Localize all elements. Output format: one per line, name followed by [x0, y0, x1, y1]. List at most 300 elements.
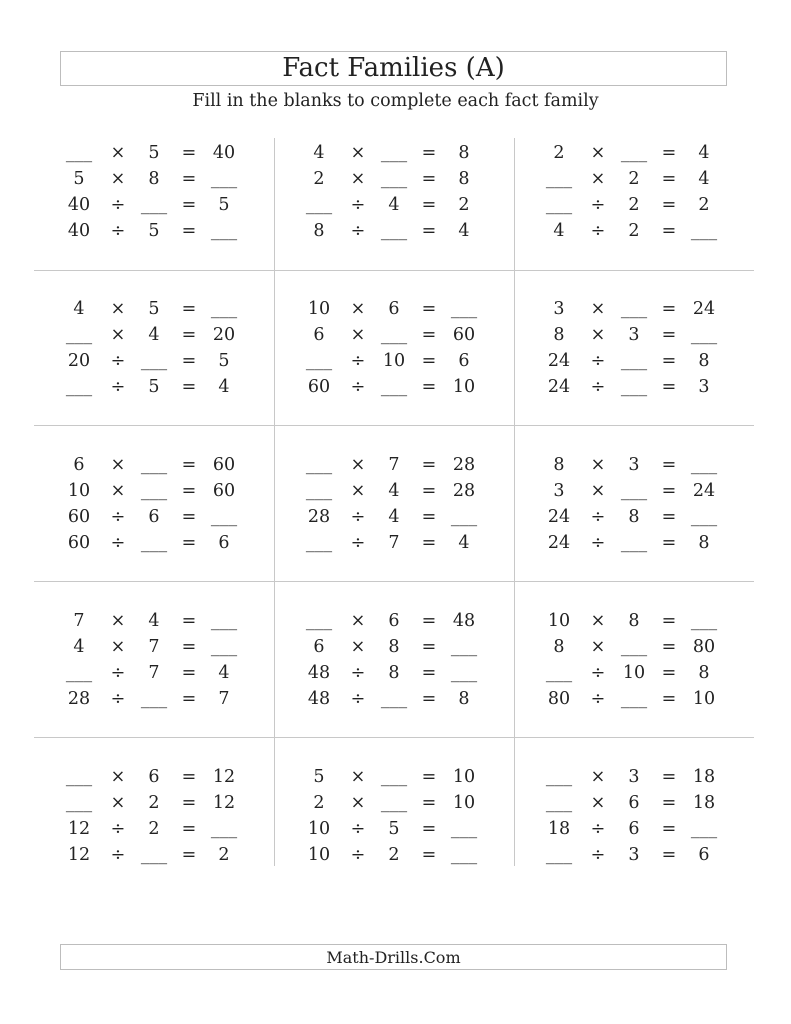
- operand-a: 8: [313, 221, 325, 241]
- operand-a: 40: [67, 195, 91, 215]
- answer-blank: ___: [450, 845, 478, 865]
- equals-sign: =: [421, 143, 437, 163]
- equation-line: [34, 686, 274, 712]
- answer-blank: ___: [380, 793, 408, 813]
- operand-a: 5: [73, 169, 85, 189]
- result-value: 18: [692, 793, 716, 813]
- equals-sign: =: [181, 299, 197, 319]
- equation-line: [514, 348, 754, 374]
- result-value: 4: [458, 221, 470, 241]
- answer-blank: ___: [380, 169, 408, 189]
- operand-a: 4: [73, 299, 85, 319]
- result-value: 6: [698, 845, 710, 865]
- operand-b: 4: [148, 325, 160, 345]
- equation-line: [274, 348, 514, 374]
- operand-b: 2: [628, 169, 640, 189]
- equation-line: [34, 634, 274, 660]
- operand-a: 10: [307, 299, 331, 319]
- operator-sign: ×: [350, 637, 366, 657]
- operand-b: 6: [628, 793, 640, 813]
- operand-b: 10: [622, 663, 646, 683]
- equals-sign: =: [181, 455, 197, 475]
- equation-line: [514, 452, 754, 478]
- answer-blank: ___: [620, 351, 648, 371]
- answer-blank: ___: [545, 169, 573, 189]
- operator-sign: ×: [350, 299, 366, 319]
- result-value: 4: [218, 663, 230, 683]
- equation-line: [34, 504, 274, 530]
- operator-sign: ×: [110, 481, 126, 501]
- operand-a: 7: [73, 611, 85, 631]
- fact-family-problem: [274, 764, 514, 894]
- footer-site-name: Math-Drills.Com: [60, 944, 727, 970]
- operator-sign: ×: [350, 611, 366, 631]
- equation-line: [514, 140, 754, 166]
- operand-b: 2: [148, 793, 160, 813]
- operator-sign: ×: [110, 637, 126, 657]
- answer-blank: ___: [690, 221, 718, 241]
- result-value: 4: [698, 143, 710, 163]
- answer-blank: ___: [690, 819, 718, 839]
- operator-sign: ×: [110, 325, 126, 345]
- equation-line: [34, 478, 274, 504]
- answer-blank: ___: [380, 767, 408, 787]
- equation-line: [274, 790, 514, 816]
- equation-line: [34, 452, 274, 478]
- equation-line: [514, 764, 754, 790]
- answer-blank: ___: [450, 637, 478, 657]
- equation-line: [274, 478, 514, 504]
- answer-blank: ___: [380, 689, 408, 709]
- operand-a: 8: [553, 637, 565, 657]
- equation-line: [514, 530, 754, 556]
- equation-line: [34, 348, 274, 374]
- answer-blank: ___: [450, 299, 478, 319]
- answer-blank: ___: [690, 325, 718, 345]
- answer-blank: ___: [305, 455, 333, 475]
- equals-sign: =: [661, 663, 677, 683]
- operand-a: 40: [67, 221, 91, 241]
- answer-blank: ___: [140, 195, 168, 215]
- equals-sign: =: [661, 169, 677, 189]
- result-value: 20: [212, 325, 236, 345]
- equation-line: [274, 140, 514, 166]
- equation-line: [274, 634, 514, 660]
- operator-sign: ÷: [110, 507, 126, 527]
- operand-a: 2: [313, 169, 325, 189]
- result-value: 4: [698, 169, 710, 189]
- equals-sign: =: [181, 845, 197, 865]
- equation-line: [34, 140, 274, 166]
- equation-line: [34, 374, 274, 400]
- equation-line: [34, 166, 274, 192]
- operand-b: 6: [628, 819, 640, 839]
- equation-line: [514, 842, 754, 868]
- operator-sign: ×: [590, 143, 606, 163]
- operand-b: 6: [388, 299, 400, 319]
- result-value: 40: [212, 143, 236, 163]
- equals-sign: =: [421, 689, 437, 709]
- answer-blank: ___: [65, 793, 93, 813]
- operand-a: 18: [547, 819, 571, 839]
- result-value: 4: [218, 377, 230, 397]
- answer-blank: ___: [690, 507, 718, 527]
- operator-sign: ÷: [590, 845, 606, 865]
- worksheet-title: Fact Families (A): [60, 51, 727, 86]
- fact-family-problem: [34, 140, 274, 270]
- fact-family-problem: [514, 296, 754, 426]
- operand-b: 4: [388, 195, 400, 215]
- result-value: 8: [458, 689, 470, 709]
- equals-sign: =: [421, 637, 437, 657]
- equals-sign: =: [181, 689, 197, 709]
- operand-b: 2: [148, 819, 160, 839]
- operand-b: 3: [628, 325, 640, 345]
- answer-blank: ___: [545, 195, 573, 215]
- operator-sign: ×: [590, 169, 606, 189]
- answer-blank: ___: [210, 221, 238, 241]
- equals-sign: =: [661, 507, 677, 527]
- operator-sign: ÷: [110, 195, 126, 215]
- answer-blank: ___: [305, 611, 333, 631]
- result-value: 28: [452, 481, 476, 501]
- operand-a: 10: [547, 611, 571, 631]
- operator-sign: ×: [110, 169, 126, 189]
- equation-line: [514, 478, 754, 504]
- operator-sign: ÷: [590, 533, 606, 553]
- result-value: 8: [698, 351, 710, 371]
- equation-line: [514, 660, 754, 686]
- equals-sign: =: [661, 143, 677, 163]
- operand-b: 6: [148, 767, 160, 787]
- equals-sign: =: [181, 221, 197, 241]
- answer-blank: ___: [140, 351, 168, 371]
- equation-line: [34, 764, 274, 790]
- equals-sign: =: [661, 195, 677, 215]
- result-value: 60: [212, 481, 236, 501]
- operator-sign: ×: [590, 455, 606, 475]
- result-value: 7: [218, 689, 230, 709]
- operator-sign: ×: [110, 767, 126, 787]
- equals-sign: =: [181, 767, 197, 787]
- equation-line: [514, 504, 754, 530]
- operand-a: 24: [547, 351, 571, 371]
- equals-sign: =: [181, 351, 197, 371]
- operand-a: 60: [67, 507, 91, 527]
- operand-a: 4: [73, 637, 85, 657]
- equation-line: [34, 842, 274, 868]
- equals-sign: =: [421, 611, 437, 631]
- operator-sign: ×: [590, 325, 606, 345]
- operand-b: 6: [148, 507, 160, 527]
- fact-family-problem: [274, 140, 514, 270]
- equals-sign: =: [421, 507, 437, 527]
- operator-sign: ÷: [350, 351, 366, 371]
- operand-a: 12: [67, 845, 91, 865]
- operator-sign: ÷: [350, 533, 366, 553]
- equation-line: [274, 764, 514, 790]
- equals-sign: =: [661, 611, 677, 631]
- answer-blank: ___: [620, 637, 648, 657]
- operator-sign: ÷: [350, 221, 366, 241]
- equals-sign: =: [181, 663, 197, 683]
- equation-line: [514, 296, 754, 322]
- fact-family-problem: [514, 764, 754, 894]
- operand-a: 5: [313, 767, 325, 787]
- answer-blank: ___: [305, 351, 333, 371]
- operator-sign: ×: [590, 611, 606, 631]
- fact-family-problem: [274, 296, 514, 426]
- equals-sign: =: [661, 299, 677, 319]
- equals-sign: =: [421, 377, 437, 397]
- answer-blank: ___: [380, 325, 408, 345]
- result-value: 28: [452, 455, 476, 475]
- equals-sign: =: [421, 195, 437, 215]
- result-value: 10: [452, 377, 476, 397]
- operator-sign: ×: [590, 481, 606, 501]
- answer-blank: ___: [210, 819, 238, 839]
- operator-sign: ×: [590, 299, 606, 319]
- equals-sign: =: [181, 143, 197, 163]
- operand-a: 6: [313, 325, 325, 345]
- fact-family-problem: [514, 608, 754, 738]
- equation-line: [274, 218, 514, 244]
- operand-b: 7: [388, 455, 400, 475]
- operator-sign: ×: [110, 143, 126, 163]
- result-value: 8: [458, 143, 470, 163]
- result-value: 24: [692, 481, 716, 501]
- answer-blank: ___: [620, 689, 648, 709]
- operator-sign: ×: [350, 481, 366, 501]
- operand-a: 6: [313, 637, 325, 657]
- operand-a: 48: [307, 663, 331, 683]
- operand-a: 24: [547, 533, 571, 553]
- equals-sign: =: [661, 481, 677, 501]
- equation-line: [274, 296, 514, 322]
- equals-sign: =: [181, 637, 197, 657]
- operand-a: 20: [67, 351, 91, 371]
- result-value: 5: [218, 351, 230, 371]
- answer-blank: ___: [210, 507, 238, 527]
- operand-b: 3: [628, 767, 640, 787]
- equals-sign: =: [661, 845, 677, 865]
- result-value: 2: [218, 845, 230, 865]
- equals-sign: =: [181, 481, 197, 501]
- answer-blank: ___: [690, 455, 718, 475]
- equals-sign: =: [661, 351, 677, 371]
- answer-blank: ___: [545, 845, 573, 865]
- answer-blank: ___: [305, 195, 333, 215]
- operand-b: 3: [628, 455, 640, 475]
- answer-blank: ___: [380, 143, 408, 163]
- equation-line: [514, 322, 754, 348]
- answer-blank: ___: [690, 611, 718, 631]
- operator-sign: ÷: [350, 507, 366, 527]
- equals-sign: =: [181, 793, 197, 813]
- operator-sign: ×: [590, 793, 606, 813]
- equals-sign: =: [661, 819, 677, 839]
- operator-sign: ×: [350, 455, 366, 475]
- result-value: 3: [698, 377, 710, 397]
- answer-blank: ___: [140, 689, 168, 709]
- operator-sign: ×: [110, 455, 126, 475]
- equation-line: [34, 192, 274, 218]
- answer-blank: ___: [380, 221, 408, 241]
- operator-sign: ÷: [350, 377, 366, 397]
- result-value: 18: [692, 767, 716, 787]
- answer-blank: ___: [620, 377, 648, 397]
- fact-family-problem: [514, 452, 754, 582]
- result-value: 12: [212, 767, 236, 787]
- answer-blank: ___: [380, 377, 408, 397]
- operand-a: 60: [307, 377, 331, 397]
- equation-line: [34, 322, 274, 348]
- answer-blank: ___: [305, 481, 333, 501]
- equals-sign: =: [661, 325, 677, 345]
- operator-sign: ×: [350, 325, 366, 345]
- operand-b: 4: [388, 507, 400, 527]
- equals-sign: =: [421, 169, 437, 189]
- fact-family-grid: [34, 138, 754, 866]
- operator-sign: ÷: [110, 663, 126, 683]
- answer-blank: ___: [620, 481, 648, 501]
- answer-blank: ___: [545, 767, 573, 787]
- operand-a: 3: [553, 481, 565, 501]
- answer-blank: ___: [140, 455, 168, 475]
- operator-sign: ×: [590, 637, 606, 657]
- operand-a: 10: [307, 819, 331, 839]
- fact-family-problem: [274, 608, 514, 738]
- operator-sign: ×: [110, 793, 126, 813]
- operand-b: 6: [388, 611, 400, 631]
- operand-a: 28: [67, 689, 91, 709]
- operand-b: 2: [388, 845, 400, 865]
- equals-sign: =: [421, 767, 437, 787]
- equation-line: [34, 816, 274, 842]
- answer-blank: ___: [210, 299, 238, 319]
- operand-a: 8: [553, 455, 565, 475]
- operator-sign: ÷: [590, 195, 606, 215]
- operand-b: 5: [148, 221, 160, 241]
- equals-sign: =: [181, 611, 197, 631]
- operator-sign: ÷: [590, 351, 606, 371]
- operand-a: 24: [547, 377, 571, 397]
- result-value: 6: [458, 351, 470, 371]
- operand-a: 28: [307, 507, 331, 527]
- answer-blank: ___: [140, 845, 168, 865]
- answer-blank: ___: [65, 377, 93, 397]
- answer-blank: ___: [450, 507, 478, 527]
- operator-sign: ×: [350, 767, 366, 787]
- answer-blank: ___: [65, 663, 93, 683]
- result-value: 60: [212, 455, 236, 475]
- operand-b: 8: [388, 663, 400, 683]
- operand-b: 4: [148, 611, 160, 631]
- result-value: 12: [212, 793, 236, 813]
- equals-sign: =: [421, 221, 437, 241]
- result-value: 8: [698, 533, 710, 553]
- answer-blank: ___: [545, 663, 573, 683]
- result-value: 8: [458, 169, 470, 189]
- fact-family-problem: [34, 452, 274, 582]
- equation-line: [274, 192, 514, 218]
- operator-sign: ×: [350, 143, 366, 163]
- operator-sign: ÷: [110, 377, 126, 397]
- equation-line: [34, 296, 274, 322]
- equals-sign: =: [421, 819, 437, 839]
- operand-b: 5: [388, 819, 400, 839]
- operator-sign: ÷: [590, 377, 606, 397]
- equation-line: [274, 374, 514, 400]
- equals-sign: =: [661, 377, 677, 397]
- result-value: 80: [692, 637, 716, 657]
- operand-b: 8: [628, 611, 640, 631]
- equation-line: [514, 608, 754, 634]
- answer-blank: ___: [620, 143, 648, 163]
- equation-line: [274, 166, 514, 192]
- operand-a: 2: [553, 143, 565, 163]
- operand-b: 7: [148, 637, 160, 657]
- equals-sign: =: [661, 793, 677, 813]
- operand-a: 24: [547, 507, 571, 527]
- operator-sign: ÷: [590, 663, 606, 683]
- equation-line: [514, 192, 754, 218]
- result-value: 48: [452, 611, 476, 631]
- fact-family-problem: [34, 764, 274, 894]
- result-value: 10: [692, 689, 716, 709]
- answer-blank: ___: [65, 767, 93, 787]
- operand-b: 5: [148, 299, 160, 319]
- result-value: 24: [692, 299, 716, 319]
- answer-blank: ___: [545, 793, 573, 813]
- equation-line: [34, 608, 274, 634]
- equals-sign: =: [181, 377, 197, 397]
- operator-sign: ×: [110, 299, 126, 319]
- equation-line: [274, 842, 514, 868]
- operand-a: 4: [553, 221, 565, 241]
- equals-sign: =: [181, 325, 197, 345]
- equation-line: [274, 608, 514, 634]
- operand-a: 2: [313, 793, 325, 813]
- equals-sign: =: [661, 767, 677, 787]
- operand-a: 10: [67, 481, 91, 501]
- operator-sign: ÷: [110, 533, 126, 553]
- operand-b: 7: [388, 533, 400, 553]
- answer-blank: ___: [210, 637, 238, 657]
- operand-a: 10: [307, 845, 331, 865]
- result-value: 4: [458, 533, 470, 553]
- answer-blank: ___: [140, 533, 168, 553]
- equation-line: [34, 660, 274, 686]
- equation-line: [274, 452, 514, 478]
- result-value: 10: [452, 793, 476, 813]
- answer-blank: ___: [65, 143, 93, 163]
- equals-sign: =: [421, 299, 437, 319]
- equals-sign: =: [181, 507, 197, 527]
- result-value: 6: [218, 533, 230, 553]
- operator-sign: ×: [110, 611, 126, 631]
- operator-sign: ÷: [110, 221, 126, 241]
- result-value: 10: [452, 767, 476, 787]
- operand-a: 60: [67, 533, 91, 553]
- equals-sign: =: [421, 793, 437, 813]
- result-value: 5: [218, 195, 230, 215]
- operand-a: 3: [553, 299, 565, 319]
- operator-sign: ×: [350, 169, 366, 189]
- equation-line: [34, 218, 274, 244]
- operand-b: 5: [148, 377, 160, 397]
- operand-a: 48: [307, 689, 331, 709]
